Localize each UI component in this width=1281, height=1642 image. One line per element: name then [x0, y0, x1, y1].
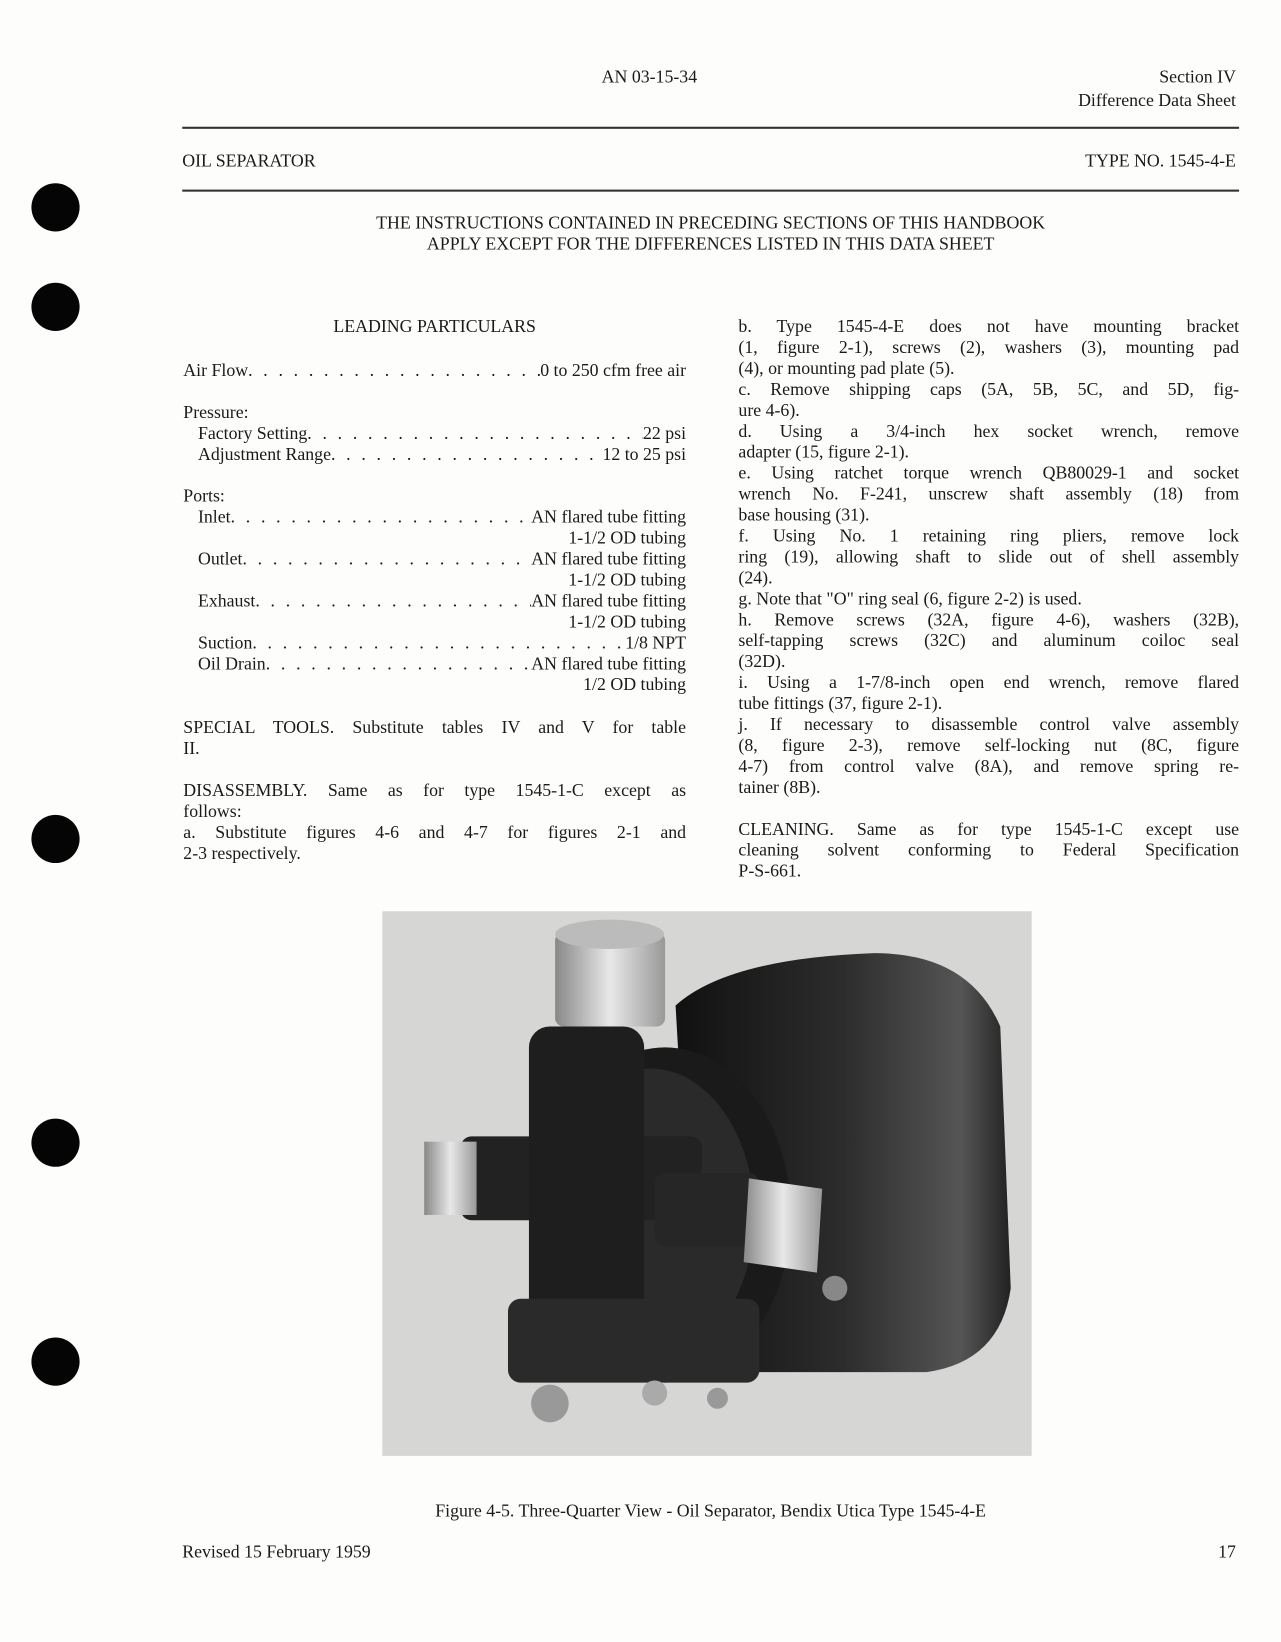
- figure-caption: Figure 4-5. Three-Quarter View - Oil Separator, Bendix Utica Type 1545-4-E: [435, 1500, 987, 1521]
- binder-hole: [31, 283, 79, 331]
- port-tubing: 1-1/2 OD tubing: [568, 569, 687, 590]
- port-row: [183, 633, 686, 654]
- port-row: [183, 591, 686, 612]
- value: 0 to 250 cfm free air: [540, 360, 687, 381]
- disassembly-steps: [738, 316, 1239, 798]
- text-line: II.: [183, 738, 200, 759]
- air-flow-row: [183, 360, 686, 381]
- section-label: Section IV: [1159, 67, 1236, 87]
- text-line: g. Note that "O" ring seal (6, figure 2-2) is used.: [738, 588, 1082, 609]
- text-line: tainer (8B).: [738, 777, 821, 798]
- port-label: Inlet: [197, 506, 231, 527]
- text-line: j. If necessary to disassemble control valve assembly: [738, 714, 1240, 735]
- text-line: follows:: [183, 801, 242, 822]
- port-tubing: 1/2 OD tubing: [583, 674, 687, 695]
- factory-setting-row: [183, 423, 686, 444]
- text-line: (1, figure 2-1), screws (2), washers (3), mounting pad: [738, 337, 1240, 358]
- text-line: wrench No. F-241, unscrew shaft assembly (18) from: [738, 483, 1240, 504]
- text-line: adapter (15, figure 2-1).: [738, 442, 909, 462]
- component-title: OIL SEPARATOR: [182, 150, 316, 171]
- label: Adjustment Range: [197, 444, 331, 464]
- text-line: c. Remove shipping caps (5A, 5B, 5C, and 5D, fig-: [738, 379, 1240, 400]
- notice-line: APPLY EXCEPT FOR THE DIFFERENCES LISTED IN THIS DATA SHEET: [426, 233, 995, 254]
- binder-hole: [31, 183, 79, 231]
- binder-hole: [31, 1119, 79, 1167]
- port-tubing: 1-1/2 OD tubing: [568, 527, 687, 548]
- right-column: [738, 316, 1239, 882]
- text-line: a. Substitute figures 4-6 and 4-7 for figures 2-1 and: [183, 822, 687, 843]
- port-value: AN flared tube fitting: [531, 506, 687, 527]
- text-line: base housing (31).: [738, 504, 870, 525]
- port-row: [183, 507, 686, 528]
- adjustment-range-row: [183, 444, 686, 465]
- text-line: tube fittings (37, figure 2-1).: [738, 693, 943, 714]
- ports-list: [183, 507, 686, 696]
- text-line: P-S-661.: [738, 860, 802, 881]
- header-rule: [182, 127, 1239, 129]
- text-line: cleaning solvent conforming to Federal Specification: [738, 840, 1240, 860]
- port-row: [183, 654, 686, 675]
- text-line: e. Using ratchet torque wrench QB80029-1 and socket: [738, 462, 1240, 483]
- disassembly: [183, 780, 686, 864]
- special-tools: [183, 717, 686, 759]
- text-line: d. Using a 3/4-inch hex socket wrench, remove: [738, 421, 1240, 441]
- ports-label: Ports:: [183, 485, 225, 506]
- port-label: Suction: [197, 632, 253, 653]
- text-line: b. Type 1545-4-E does not have mounting bracket: [738, 316, 1240, 337]
- port-value: 1/8 NPT: [625, 632, 687, 653]
- binder-hole: [31, 1338, 79, 1386]
- notice-line: THE INSTRUCTIONS CONTAINED IN PRECEDING SECTIONS OF THIS HANDBOOK: [376, 212, 1046, 233]
- text-line: (4), or mounting pad plate (5).: [738, 358, 955, 379]
- port-value: AN flared tube fitting: [531, 590, 687, 611]
- title-rule: [182, 190, 1239, 192]
- instructions-notice: [182, 213, 1239, 255]
- text-line: 2-3 respectively.: [183, 843, 301, 864]
- text-line: i. Using a 1-7/8-inch open end wrench, remove flared: [738, 672, 1240, 693]
- port-label: Oil Drain: [197, 653, 266, 674]
- port-row: [183, 549, 686, 570]
- value: 22 psi: [643, 423, 687, 444]
- text-line: CLEANING. Same as for type 1545-1-C except use: [738, 819, 1240, 839]
- text-line: (32D).: [738, 651, 786, 672]
- value: 12 to 25 psi: [602, 444, 687, 464]
- text-line: ring (19), allowing shaft to slide out of shell assembly: [738, 546, 1240, 567]
- port-tubing: 1-1/2 OD tubing: [568, 611, 687, 632]
- text-line: DISASSEMBLY. Same as for type 1545-1-C except as: [183, 780, 687, 801]
- port-value: AN flared tube fitting: [531, 653, 687, 674]
- cleaning: [738, 819, 1239, 882]
- binder-hole: [31, 815, 79, 863]
- text-line: f. Using No. 1 retaining ring pliers, remove lock: [738, 525, 1240, 546]
- left-column: [183, 316, 686, 864]
- text-line: self-tapping screws (32C) and aluminum coiloc seal: [738, 630, 1240, 651]
- text-line: (8, figure 2-3), remove self-locking nut (8C, figure: [738, 735, 1240, 756]
- section-title: Difference Data Sheet: [1078, 90, 1236, 110]
- text-line: (24).: [738, 567, 773, 588]
- text-line: h. Remove screws (32A, figure 4-6), washers (32B),: [738, 609, 1240, 630]
- revision-date: Revised 15 February 1959: [182, 1541, 371, 1562]
- text-line: ure 4-6).: [738, 400, 800, 421]
- port-label: Exhaust: [197, 590, 256, 611]
- port-value: AN flared tube fitting: [531, 548, 687, 569]
- oil-separator-photo: [382, 911, 1031, 1456]
- label: Factory Setting: [197, 423, 308, 444]
- port-label: Outlet: [197, 548, 243, 569]
- label: Air Flow: [183, 360, 249, 381]
- text-line: 4-7) from control valve (8A), and remove spring re-: [738, 756, 1240, 777]
- pressure-label: Pressure:: [183, 402, 249, 423]
- type-number: TYPE NO. 1545-4-E: [1085, 150, 1236, 171]
- leading-particulars-heading: LEADING PARTICULARS: [333, 316, 536, 337]
- page-number: 17: [1218, 1541, 1236, 1562]
- doc-number: AN 03-15-34: [601, 67, 698, 87]
- text-line: SPECIAL TOOLS. Substitute tables IV and V for table: [183, 717, 687, 738]
